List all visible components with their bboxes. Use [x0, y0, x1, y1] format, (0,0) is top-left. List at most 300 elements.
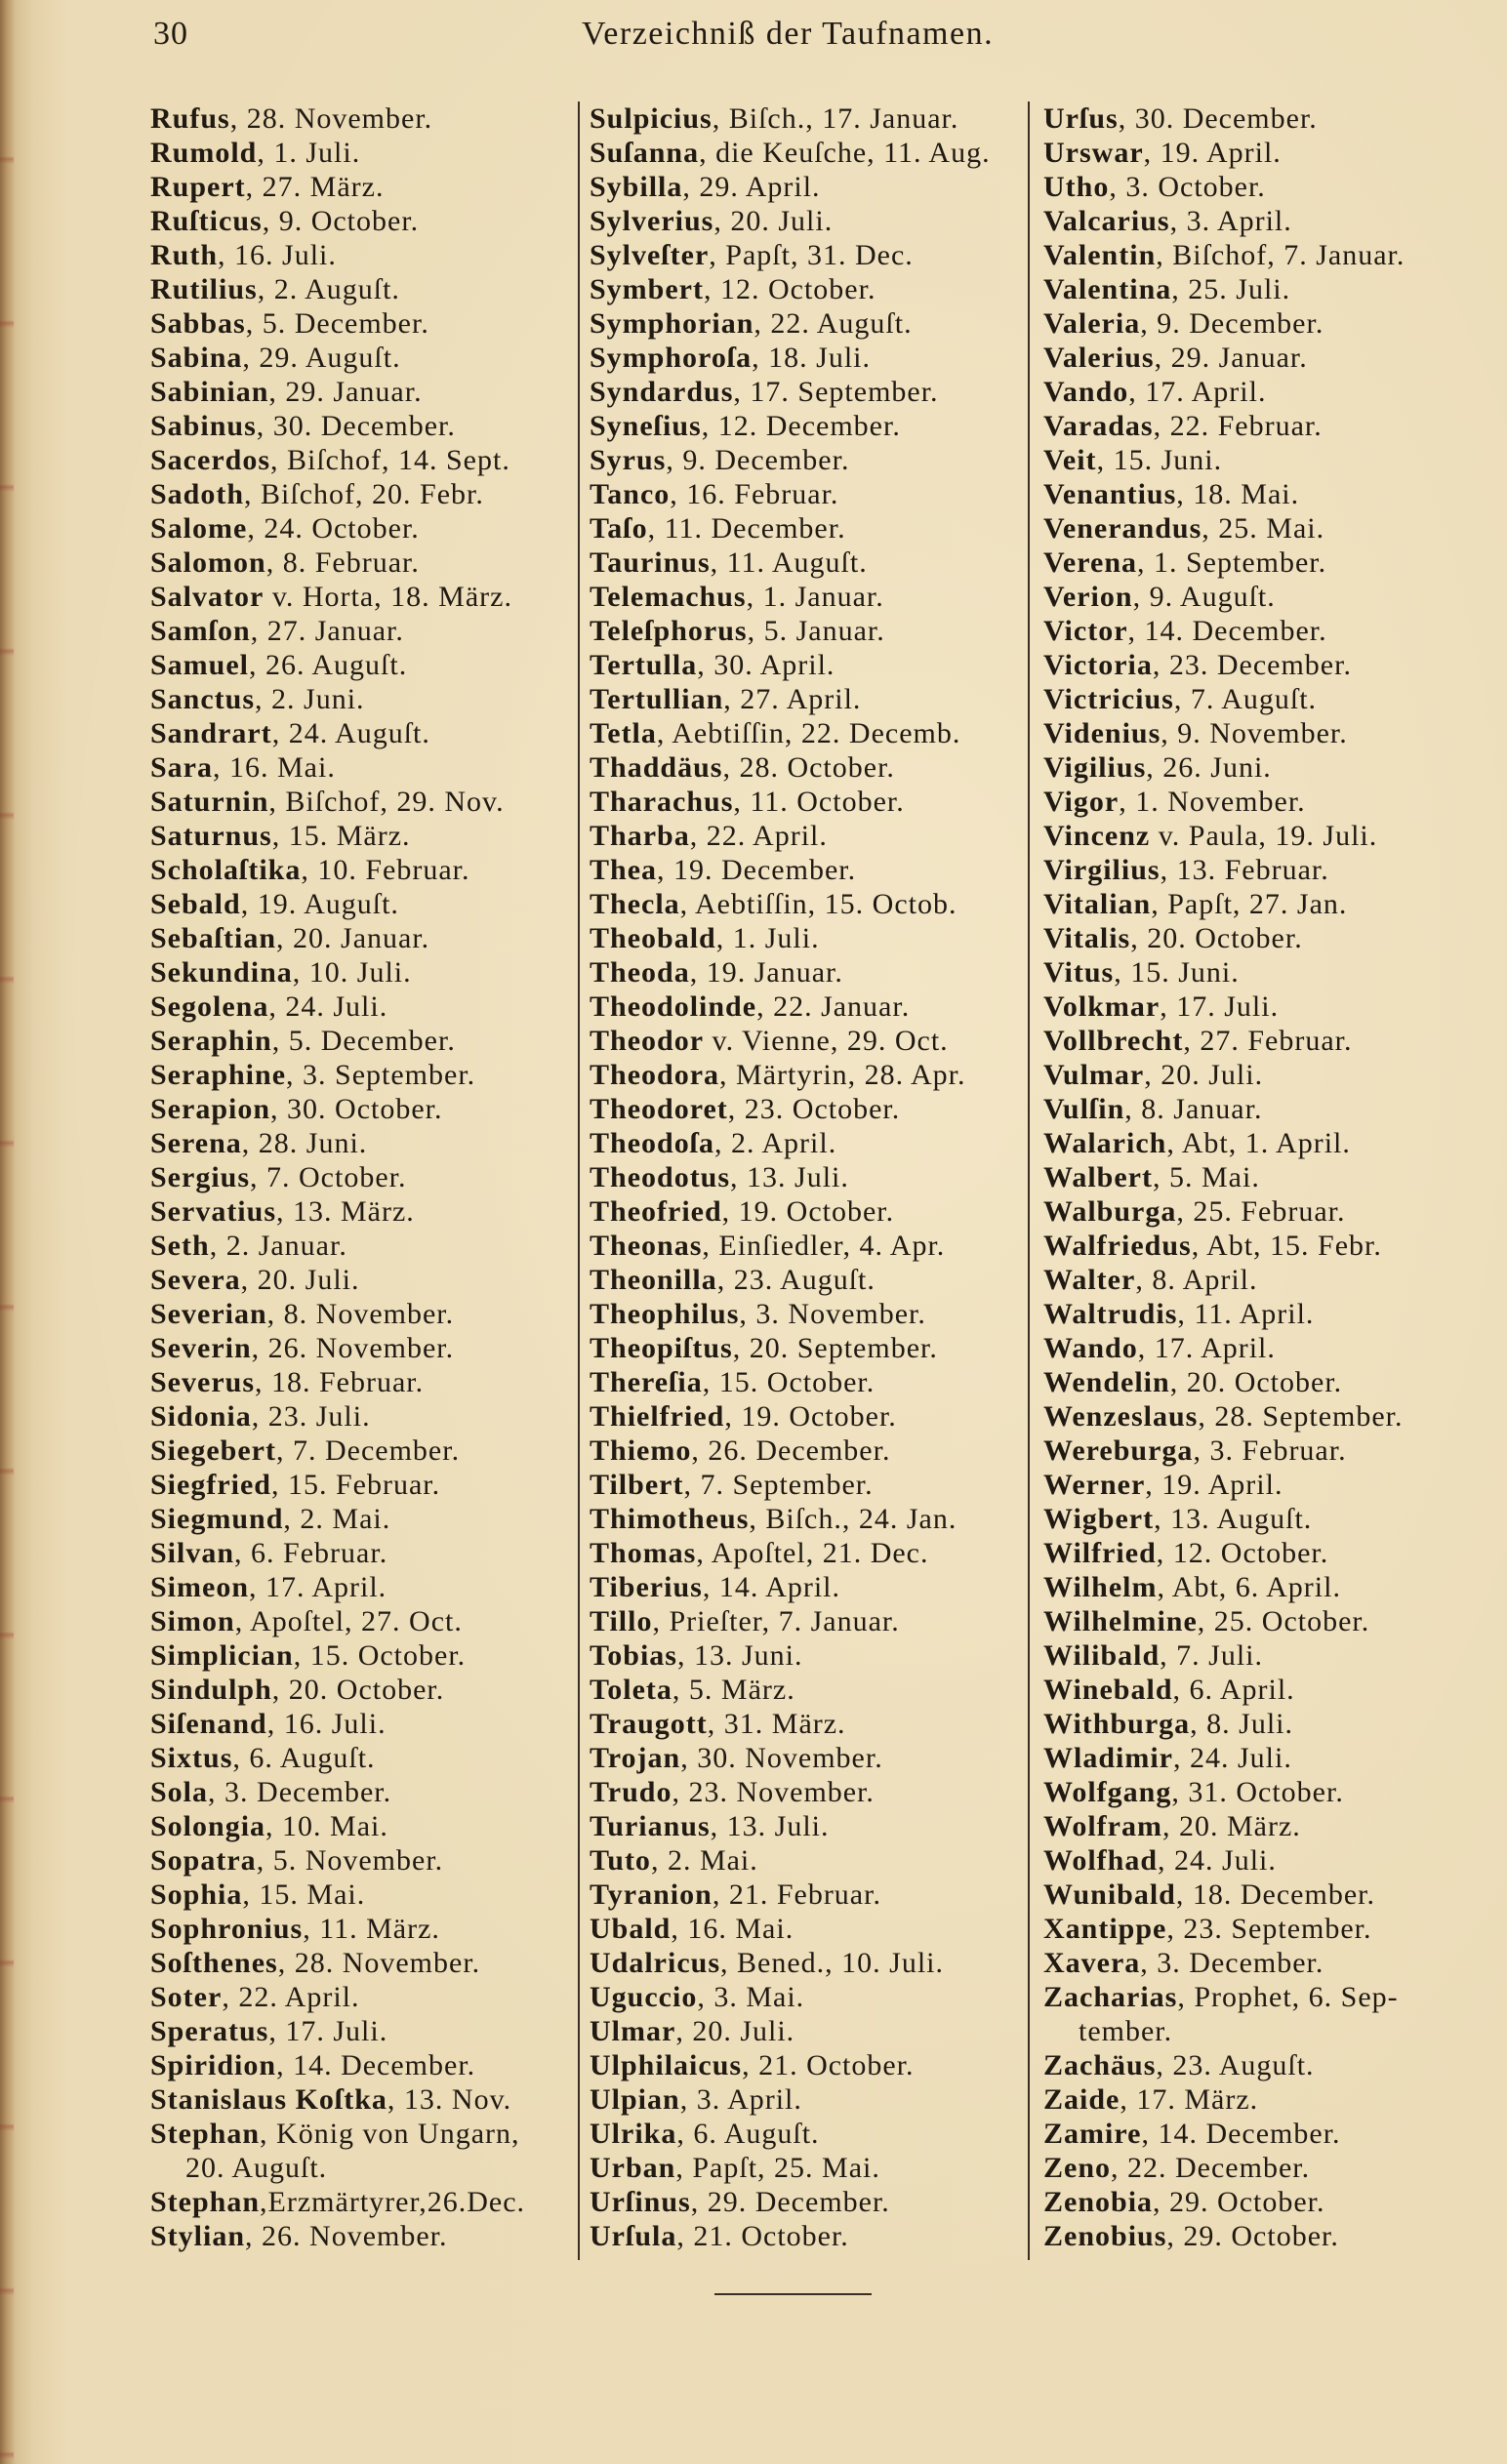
- entry-name: Valerius: [1043, 342, 1155, 374]
- name-entry: [150, 443, 574, 477]
- entry-feast-date: , 23. October.: [727, 1093, 901, 1125]
- entry-feast-date: , 31. October.: [1171, 1776, 1344, 1808]
- entry-feast-date: , 15. Februar.: [270, 1469, 441, 1501]
- entry-name: Stephan: [150, 2118, 261, 2150]
- name-entry: [590, 2151, 1025, 2185]
- entry-name: Vigor: [1043, 786, 1120, 818]
- name-entry: [1043, 170, 1494, 204]
- entry-feast-date: , 29. October.: [1153, 2186, 1325, 2218]
- entry-feast-date: , Märtyrin, 28. Apr.: [719, 1059, 966, 1091]
- name-entry: [1043, 341, 1494, 375]
- name-entry: [1043, 238, 1494, 272]
- name-entry: [1043, 1160, 1494, 1194]
- entry-feast-date: , 22. April.: [222, 1981, 360, 2013]
- name-entry: [590, 375, 1025, 409]
- entry-name: Segolena: [150, 990, 269, 1023]
- entry-continuation-text: tember.: [1079, 2015, 1173, 2047]
- entry-feast-date: , 3. December.: [1140, 1947, 1324, 1979]
- entry-name: Zenobia: [1043, 2186, 1154, 2218]
- entry-feast-date: , 19. April.: [1143, 137, 1282, 169]
- entry-feast-date: , 28. September.: [1198, 1400, 1404, 1433]
- name-entry: [590, 1775, 1025, 1809]
- entry-name: Rufus: [150, 102, 230, 135]
- name-entry: [1043, 136, 1494, 170]
- entry-feast-date: , 23. Auguſt.: [1156, 2049, 1315, 2081]
- entry-name: Vincenz: [1043, 820, 1151, 852]
- name-entry: [1043, 1126, 1494, 1160]
- entry-name: Salomon: [150, 546, 266, 579]
- entry-name: Taurinus: [590, 546, 711, 579]
- entry-name: Symbert: [590, 273, 704, 305]
- name-entry: [590, 1707, 1025, 1741]
- entry-name: Udalricus: [590, 1947, 721, 1979]
- name-entry: [590, 341, 1025, 375]
- entry-feast-date: , 12. December.: [701, 410, 901, 442]
- entry-name: Teleſphorus: [590, 615, 748, 647]
- name-entry: [150, 1570, 574, 1604]
- entry-feast-date: , 24. Juli.: [268, 990, 388, 1023]
- name-entry: [590, 785, 1025, 819]
- name-entry: [590, 545, 1025, 580]
- entry-feast-date: , 11. April.: [1177, 1298, 1315, 1330]
- entry-feast-date: , 25. Mai.: [1202, 512, 1325, 545]
- name-entry: [590, 1536, 1025, 1570]
- entry-feast-date: , 31. März.: [707, 1708, 846, 1740]
- name-entry: [150, 819, 574, 853]
- entry-name: Stanislaus Koſtka: [150, 2083, 387, 2116]
- name-entry: [150, 648, 574, 682]
- entry-name: Suſanna: [590, 137, 700, 169]
- entry-name: Taſo: [590, 512, 648, 545]
- name-entry: [590, 750, 1025, 785]
- entry-name: Solongia: [150, 1810, 266, 1842]
- entry-name: Thomas: [590, 1537, 697, 1569]
- entry-feast-date: , 5. November.: [256, 1844, 444, 1877]
- name-entry: [1043, 614, 1494, 648]
- entry-name: Zamire: [1043, 2118, 1142, 2150]
- entry-name: Seraphine: [150, 1059, 287, 1091]
- name-entry: [590, 1399, 1025, 1434]
- name-entry: [150, 1468, 574, 1502]
- entry-feast-date: , 7. December.: [275, 1434, 461, 1467]
- entry-name: Wendelin: [1043, 1366, 1170, 1398]
- entry-name: Ruth: [150, 239, 219, 271]
- name-entry: [590, 853, 1025, 887]
- entry-feast-date: , 20. Juli.: [713, 205, 834, 237]
- name-entry: [1043, 477, 1494, 511]
- name-entry: [150, 204, 574, 238]
- entry-name: Ubald: [590, 1913, 672, 1945]
- name-entry: [1043, 580, 1494, 614]
- entry-name: Seth: [150, 1230, 210, 1262]
- entry-feast-date: , 27. Februar.: [1183, 1025, 1353, 1057]
- entry-name: Simplician: [150, 1639, 294, 1672]
- name-entry: [1043, 375, 1494, 409]
- entry-name: Stylian: [150, 2220, 246, 2252]
- entry-name: Urſula: [590, 2220, 677, 2252]
- entry-name: Sebald: [150, 888, 241, 920]
- name-entry: [150, 1160, 574, 1194]
- name-entry: [150, 682, 574, 716]
- entry-feast-date: , 3. April.: [679, 2083, 802, 2116]
- entry-feast-date: , 1. November.: [1119, 786, 1306, 818]
- entry-name: Rutilius: [150, 273, 258, 305]
- entry-name: Sulpicius: [590, 102, 713, 135]
- entry-feast-date: , 25. Februar.: [1176, 1195, 1346, 1228]
- entry-name: Theonas: [590, 1230, 703, 1262]
- entry-name: Volkmar: [1043, 990, 1161, 1023]
- entry-name: Sacerdos: [150, 444, 270, 476]
- entry-name: Ruſticus: [150, 205, 263, 237]
- name-entry: [590, 887, 1025, 921]
- name-entry: [1043, 1707, 1494, 1741]
- entry-feast-date: , 23. Auguſt.: [716, 1264, 876, 1296]
- entry-name: Wilhelm: [1043, 1571, 1158, 1603]
- entry-feast-date: , 18. Mai.: [1176, 478, 1300, 510]
- entry-name: Sidonia: [150, 1400, 252, 1433]
- entry-feast-date: , Papſt, 31. Dec.: [709, 239, 914, 271]
- entry-name: Victricius: [1043, 683, 1174, 715]
- name-entry: [150, 341, 574, 375]
- entry-name: Thereſia: [590, 1366, 703, 1398]
- name-entry: [1043, 682, 1494, 716]
- name-entry: [1043, 2082, 1494, 2117]
- entry-name: Urban: [590, 2152, 676, 2184]
- name-entry: [590, 580, 1025, 614]
- entry-name: Siegebert: [150, 1434, 276, 1467]
- name-column-3: [1043, 101, 1494, 2253]
- entry-name: Wladimir: [1043, 1742, 1173, 1774]
- entry-name: Wolfhad: [1043, 1844, 1159, 1877]
- name-entry: [590, 1843, 1025, 1878]
- name-entry: [150, 238, 574, 272]
- entry-name: Theodora: [590, 1059, 720, 1091]
- entry-feast-date: v. Paula, 19. Juli.: [1150, 820, 1378, 852]
- entry-feast-date: ,Erzmärtyrer,26.Dec.: [260, 2186, 526, 2218]
- entry-name: Tuto: [590, 1844, 651, 1877]
- name-entry: [590, 1331, 1025, 1365]
- entry-feast-date: , 10. Februar.: [301, 854, 470, 886]
- name-entry: [1043, 1946, 1494, 1980]
- entry-feast-date: , 23. September.: [1166, 1913, 1372, 1945]
- entry-name: Vulmar: [1043, 1059, 1145, 1091]
- entry-name: Zeno: [1043, 2152, 1112, 2184]
- entry-feast-date: , 9. December.: [666, 444, 850, 476]
- entry-name: Ulphilaicus: [590, 2049, 743, 2081]
- entry-name: Videnius: [1043, 717, 1161, 749]
- name-entry: [590, 2048, 1025, 2082]
- entry-name: Vulſin: [1043, 1093, 1125, 1125]
- name-entry: [1043, 1092, 1494, 1126]
- entry-feast-date: v. Horta, 18. März.: [264, 581, 512, 613]
- name-entry: [1043, 1775, 1494, 1809]
- entry-name: Sophia: [150, 1878, 243, 1911]
- entry-name: Zaide: [1043, 2083, 1120, 2116]
- name-entry: [590, 1604, 1025, 1638]
- name-entry: [1043, 1878, 1494, 1912]
- entry-feast-date: , Apoſtel, 21. Dec.: [696, 1537, 929, 1569]
- entry-feast-date: , 27. Januar.: [250, 615, 404, 647]
- name-entry: [590, 1263, 1025, 1297]
- entry-name: Scholaſtika: [150, 854, 302, 886]
- name-entry: [590, 477, 1025, 511]
- name-entry: [590, 1092, 1025, 1126]
- name-entry: [590, 1434, 1025, 1468]
- name-column-2: [590, 101, 1025, 2253]
- entry-name: Siegfried: [150, 1469, 271, 1501]
- name-entry: [590, 443, 1025, 477]
- entry-name: Sopatra: [150, 1844, 257, 1877]
- entry-feast-date: , 15. Juni.: [1096, 444, 1223, 476]
- name-entry: [1043, 2151, 1494, 2185]
- entry-feast-date: , Biſchof, 29. Nov.: [268, 786, 505, 818]
- entry-name: Valeria: [1043, 307, 1141, 340]
- entry-name: Virgilius: [1043, 854, 1161, 886]
- name-entry: [590, 1297, 1025, 1331]
- entry-name: Sanctus: [150, 683, 256, 715]
- name-entry: [1043, 785, 1494, 819]
- entry-name: Syndardus: [590, 376, 734, 408]
- entry-name: Turianus: [590, 1810, 711, 1842]
- entry-name: Sylverius: [590, 205, 714, 237]
- entry-name: Sybilla: [590, 171, 683, 203]
- entry-feast-date: , 26. Juni.: [1146, 751, 1272, 784]
- name-entry: [150, 853, 574, 887]
- entry-feast-date: , 25. Juli.: [1171, 273, 1291, 305]
- name-entry: [150, 511, 574, 545]
- entry-feast-date: , 3. November.: [739, 1298, 926, 1330]
- name-entry: [150, 1092, 574, 1126]
- entry-feast-date: , Biſch., 24. Jan.: [749, 1503, 957, 1535]
- entry-feast-date: , 11. December.: [647, 512, 846, 545]
- entry-name: Siſenand: [150, 1708, 267, 1740]
- name-entry: [590, 682, 1025, 716]
- entry-feast-date: , 20. October.: [1169, 1366, 1343, 1398]
- name-entry: [1043, 1570, 1494, 1604]
- entry-feast-date: , 29. October.: [1166, 2220, 1339, 2252]
- name-entry: [150, 2117, 574, 2151]
- entry-name: Sixtus: [150, 1742, 233, 1774]
- entry-name: Symphoroſa: [590, 342, 753, 374]
- entry-name: Werner: [1043, 1469, 1146, 1501]
- entry-name: Wereburga: [1043, 1434, 1194, 1467]
- name-entry: [590, 238, 1025, 272]
- entry-name: Wilibald: [1043, 1639, 1161, 1672]
- entry-feast-date: , 2. Januar.: [209, 1230, 347, 1262]
- binding-edge: [0, 0, 14, 2464]
- name-entry: [150, 2185, 574, 2219]
- column-divider: [578, 101, 580, 2260]
- entry-name: Sabina: [150, 342, 243, 374]
- entry-name: Serapion: [150, 1093, 271, 1125]
- name-entry: [150, 1638, 574, 1673]
- name-entry: [1043, 1434, 1494, 1468]
- entry-name: Rupert: [150, 171, 246, 203]
- name-entry: [1043, 990, 1494, 1024]
- name-entry: [1043, 545, 1494, 580]
- entry-continuation-text: 20. Auguſt.: [185, 2152, 328, 2184]
- name-entry: [590, 921, 1025, 955]
- name-entry: [150, 1263, 574, 1297]
- name-column-1: [150, 101, 574, 2253]
- entry-feast-date: , 17. März.: [1120, 2083, 1259, 2116]
- entry-feast-date: , 13. Auguſt.: [1154, 1503, 1313, 1535]
- entry-name: Sadoth: [150, 478, 245, 510]
- name-entry: [590, 990, 1025, 1024]
- name-entry: [590, 101, 1025, 136]
- name-entry: [590, 1980, 1025, 2014]
- name-entry: [150, 1878, 574, 1912]
- entry-feast-date: , 24. Auguſt.: [271, 717, 430, 749]
- entry-feast-date: , 26. Auguſt.: [249, 649, 408, 681]
- name-entry: [150, 1843, 574, 1878]
- name-entry: [590, 1468, 1025, 1502]
- entry-feast-date: , 5. März.: [672, 1674, 795, 1706]
- name-entry: [590, 1160, 1025, 1194]
- entry-name: Vitus: [1043, 956, 1115, 989]
- entry-name: Simon: [150, 1605, 235, 1637]
- entry-feast-date: , 26. December.: [691, 1434, 891, 1467]
- entry-name: Sabinian: [150, 376, 269, 408]
- entry-name: Wolfram: [1043, 1810, 1162, 1842]
- entry-feast-date: , 19. Auguſt.: [240, 888, 399, 920]
- entry-name: Tharba: [590, 820, 690, 852]
- entry-feast-date: , Abt, 15. Febr.: [1191, 1230, 1382, 1262]
- entry-feast-date: , 2. April.: [714, 1127, 837, 1159]
- entry-feast-date: , 8. November.: [266, 1298, 455, 1330]
- entry-feast-date: , Biſchof, 14. Sept.: [270, 444, 510, 476]
- entry-name: Wando: [1043, 1332, 1138, 1364]
- entry-feast-date: , 17. September.: [733, 376, 939, 408]
- name-entry: [150, 375, 574, 409]
- entry-name: Speratus: [150, 2015, 269, 2047]
- entry-feast-date: , 5. December.: [271, 1025, 456, 1057]
- entry-feast-date: , 20. September.: [732, 1332, 938, 1364]
- name-entry: [1043, 750, 1494, 785]
- name-entry: [150, 990, 574, 1024]
- entry-feast-date: , 13. Nov.: [387, 2083, 512, 2116]
- entry-name: Stephan: [150, 2186, 261, 2218]
- entry-name: Saturnin: [150, 786, 269, 818]
- entry-name: Walarich: [1043, 1127, 1167, 1159]
- entry-name: Salome: [150, 512, 248, 545]
- name-entry: [590, 1741, 1025, 1775]
- entry-name: Syneſius: [590, 410, 702, 442]
- entry-name: Symphorian: [590, 307, 754, 340]
- entry-feast-date: , 16. Februar.: [670, 478, 839, 510]
- entry-feast-date: , 15. März.: [271, 820, 411, 852]
- name-entry: [150, 1502, 574, 1536]
- name-entry: [1043, 1468, 1494, 1502]
- entry-feast-date: , 30. April.: [697, 649, 835, 681]
- entry-name: Theodoret: [590, 1093, 728, 1125]
- name-entry: [150, 136, 574, 170]
- entry-feast-date: , 6. Februar.: [234, 1537, 388, 1569]
- name-entry: [150, 1399, 574, 1434]
- name-entry: [590, 614, 1025, 648]
- name-entry: [590, 1365, 1025, 1399]
- entry-feast-date: , 17. April.: [1128, 376, 1267, 408]
- entry-feast-date: , 8. April.: [1135, 1264, 1258, 1296]
- entry-feast-date: , Biſch., 17. Januar.: [712, 102, 959, 135]
- entry-feast-date: , 12. October.: [1156, 1537, 1329, 1569]
- entry-name: Victor: [1043, 615, 1128, 647]
- name-entry: [590, 2185, 1025, 2219]
- name-entry: [590, 170, 1025, 204]
- name-entry: [1043, 1194, 1494, 1229]
- name-entry: [1043, 887, 1494, 921]
- name-entry: [590, 1673, 1025, 1707]
- entry-name: Tilbert: [590, 1469, 684, 1501]
- name-entry: [150, 1297, 574, 1331]
- entry-feast-date: , 16. Juli.: [266, 1708, 387, 1740]
- name-entry: [590, 1229, 1025, 1263]
- entry-feast-date: , 24. Juli.: [1158, 1844, 1277, 1877]
- entry-name: Theofried: [590, 1195, 722, 1228]
- entry-name: Theobald: [590, 922, 716, 954]
- name-entry: [150, 1912, 574, 1946]
- entry-feast-date: , Papſt, 27. Jan.: [1151, 888, 1348, 920]
- name-entry: [590, 1194, 1025, 1229]
- name-entry: [590, 2219, 1025, 2253]
- entry-name: Vitalian: [1043, 888, 1152, 920]
- entry-name: Severa: [150, 1264, 241, 1296]
- name-entry: [150, 545, 574, 580]
- name-entry: [150, 1126, 574, 1160]
- entry-feast-date: , 16. Juli.: [218, 239, 337, 271]
- entry-feast-date: , 9. Auguſt.: [1132, 581, 1276, 613]
- entry-name: Wigbert: [1043, 1503, 1155, 1535]
- name-entry: [590, 204, 1025, 238]
- name-entry: [150, 2219, 574, 2253]
- entry-name: Seraphin: [150, 1025, 272, 1057]
- name-entry: [1043, 921, 1494, 955]
- entry-name: Theonilla: [590, 1264, 717, 1296]
- entry-name: Verena: [1043, 546, 1137, 579]
- entry-feast-date: , 10. Mai.: [265, 1810, 388, 1842]
- entry-name: Trudo: [590, 1776, 672, 1808]
- entry-feast-date: , 22. Auguſt.: [754, 307, 913, 340]
- entry-name: Trojan: [590, 1742, 681, 1774]
- name-entry: [1043, 2219, 1494, 2253]
- entry-name: Urswar: [1043, 137, 1144, 169]
- name-entry: [150, 170, 574, 204]
- end-rule: [714, 2293, 872, 2295]
- entry-name: Samſon: [150, 615, 251, 647]
- entry-feast-date: , 3. December.: [208, 1776, 392, 1808]
- entry-feast-date: , 10. Juli.: [292, 956, 412, 989]
- entry-name: Severian: [150, 1298, 267, 1330]
- entry-name: Sekundina: [150, 956, 293, 989]
- entry-feast-date: , 11. Auguſt.: [710, 546, 868, 579]
- running-title: Verzeichniß der Taufnamen.: [582, 16, 995, 52]
- entry-name: Urſus: [1043, 102, 1119, 135]
- name-entry: [590, 2082, 1025, 2117]
- entry-name: Sabinus: [150, 410, 257, 442]
- name-entry: [590, 1502, 1025, 1536]
- entry-name: Verion: [1043, 581, 1133, 613]
- entry-feast-date: , 22. Januar.: [756, 990, 911, 1023]
- entry-name: Ulpian: [590, 2083, 680, 2116]
- entry-feast-date: , 23. Juli.: [251, 1400, 371, 1433]
- entry-name: Venantius: [1043, 478, 1177, 510]
- entry-name: Vigilius: [1043, 751, 1147, 784]
- name-entry: [1043, 1502, 1494, 1536]
- entry-name: Valcarius: [1043, 205, 1170, 237]
- entry-feast-date: , 7. September.: [683, 1469, 874, 1501]
- name-entry: [590, 1809, 1025, 1843]
- entry-feast-date: , 5. Januar.: [747, 615, 885, 647]
